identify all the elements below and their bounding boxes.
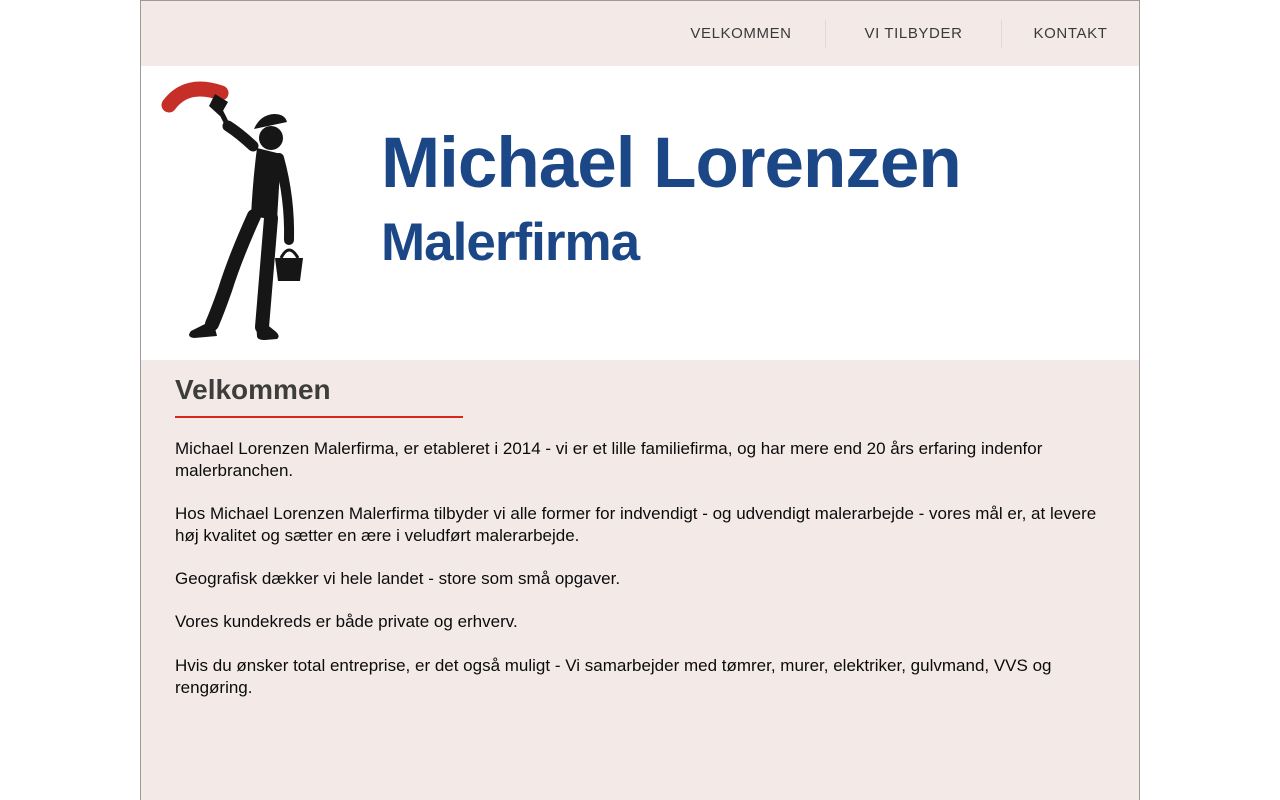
main-content (141, 360, 1139, 699)
services-paragraph: Hos Michael Lorenzen Malerfirma tilbyder vi alle former for indvendigt - og udvendigt malerarbejde - vores mål er, at levere høj kvalitet og sætter en ære i veludført malerarbejde. (175, 504, 1097, 546)
nav-item-velkommen[interactable]: VELKOMMEN (690, 25, 792, 42)
logo-wordmark (381, 124, 961, 272)
main-nav (141, 1, 1139, 66)
partners-paragraph: Hvis du ønsker total entreprise, er det også muligt - Vi samarbejder med tømrer, murer, elektriker, gulvmand, VVS og rengøring. (175, 655, 1052, 697)
nav-item-vi-tilbyder[interactable]: VI TILBYDER (864, 25, 963, 42)
coverage-paragraph: Geografisk dækker vi hele landet - store som små opgaver. (175, 569, 621, 589)
site-container (140, 0, 1140, 800)
intro-paragraph: Michael Lorenzen Malerfirma, er etableret i 2014 - vi er et lille familiefirma, og har mere end 20 års erfaring indenfor malerbranchen. (175, 439, 1043, 481)
logo-company-type: Malerfirma (381, 213, 640, 272)
page-title: Velkommen (175, 374, 331, 405)
customers-paragraph: Vores kundekreds er både private og erhverv. (175, 612, 518, 632)
logo-company-name: Michael Lorenzen (381, 124, 961, 203)
nav-item-kontakt[interactable]: KONTAKT (1033, 25, 1108, 42)
heading-underline (175, 416, 463, 418)
header-banner (141, 66, 1139, 360)
painter-logo-icon (161, 78, 311, 343)
